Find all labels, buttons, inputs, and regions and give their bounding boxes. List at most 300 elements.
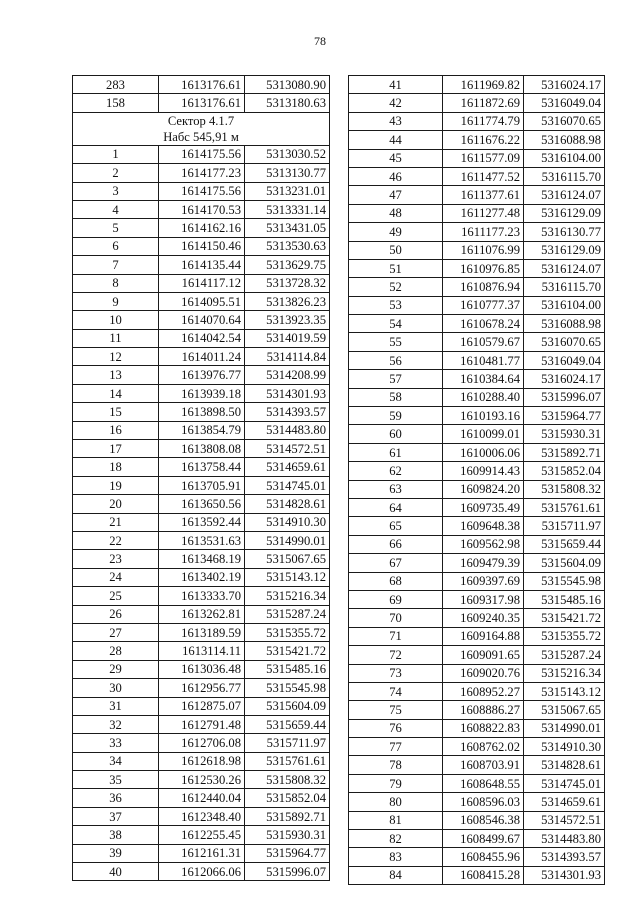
table-row [349,167,605,185]
y-coordinate-cell: 5314990.01 [524,719,605,737]
x-coordinate-cell: 1613036.48 [159,660,245,678]
y-coordinate-cell: 5314393.57 [524,848,605,866]
point-number-cell: 69 [349,590,443,608]
point-number-cell: 65 [349,517,443,535]
y-coordinate-cell: 5313728.32 [245,274,330,292]
table-row [349,149,605,167]
table-row [73,623,330,641]
point-number-cell: 75 [349,701,443,719]
table-row [73,771,330,789]
table-row [73,476,330,494]
table-row [349,756,605,774]
table-row [349,94,605,112]
point-number-cell: 22 [73,531,159,549]
table-row [349,738,605,756]
y-coordinate-cell: 5315355.72 [524,627,605,645]
y-coordinate-cell: 5314659.61 [245,458,330,476]
point-number-cell: 41 [349,76,443,94]
y-coordinate-cell: 5314910.30 [245,513,330,531]
y-coordinate-cell: 5313331.14 [245,200,330,218]
point-number-cell: 58 [349,388,443,406]
y-coordinate-cell: 5316124.07 [524,259,605,277]
point-number-cell: 13 [73,366,159,384]
y-coordinate-cell: 5314483.80 [245,421,330,439]
x-coordinate-cell: 1613114.11 [159,642,245,660]
point-number-cell: 64 [349,498,443,516]
y-coordinate-cell: 5315808.32 [245,771,330,789]
table-row [349,462,605,480]
point-number-cell: 11 [73,329,159,347]
x-coordinate-cell: 1610006.06 [443,443,524,461]
y-coordinate-cell: 5313629.75 [245,256,330,274]
table-row [349,131,605,149]
y-coordinate-cell: 5315659.44 [245,715,330,733]
y-coordinate-cell: 5314659.61 [524,793,605,811]
x-coordinate-cell: 1611377.61 [443,186,524,204]
point-number-cell: 30 [73,679,159,697]
table-row [349,609,605,627]
x-coordinate-cell: 1608546.38 [443,811,524,829]
table-row [73,145,330,163]
y-coordinate-cell: 5315545.98 [524,572,605,590]
y-coordinate-cell: 5315216.34 [524,664,605,682]
point-number-cell: 50 [349,241,443,259]
left-table-top-rows [73,76,330,113]
x-coordinate-cell: 1613808.08 [159,440,245,458]
point-number-cell: 34 [73,752,159,770]
table-row [73,660,330,678]
y-coordinate-cell: 5314019.59 [245,329,330,347]
table-row [73,403,330,421]
y-coordinate-cell: 5316115.70 [524,278,605,296]
table-row [349,517,605,535]
x-coordinate-cell: 1614150.46 [159,237,245,255]
table-row [73,789,330,807]
point-number-cell: 283 [73,76,159,94]
table-row [73,76,330,94]
table-row [349,315,605,333]
point-number-cell: 8 [73,274,159,292]
x-coordinate-cell: 1611774.79 [443,112,524,130]
x-coordinate-cell: 1610288.40 [443,388,524,406]
table-row [349,627,605,645]
table-row [73,94,330,112]
page-number: 78 [314,34,326,48]
y-coordinate-cell: 5314301.93 [245,384,330,402]
point-number-cell: 28 [73,642,159,660]
point-number-cell: 12 [73,348,159,366]
left-table-rows [73,145,330,881]
y-coordinate-cell: 5315421.72 [524,609,605,627]
point-number-cell: 47 [349,186,443,204]
point-number-cell: 15 [73,403,159,421]
table-row [349,112,605,130]
y-coordinate-cell: 5315892.71 [524,443,605,461]
point-number-cell: 80 [349,793,443,811]
table-row [349,719,605,737]
y-coordinate-cell: 5313130.77 [245,164,330,182]
x-coordinate-cell: 1614175.56 [159,145,245,163]
x-coordinate-cell: 1614170.53 [159,200,245,218]
point-number-cell: 54 [349,315,443,333]
y-coordinate-cell: 5314910.30 [524,738,605,756]
table-row [349,830,605,848]
table-row [73,642,330,660]
table-row [73,384,330,402]
x-coordinate-cell: 1610481.77 [443,351,524,369]
x-coordinate-cell: 1609317.98 [443,590,524,608]
x-coordinate-cell: 1614162.16 [159,219,245,237]
table-row [349,278,605,296]
x-coordinate-cell: 1611969.82 [443,76,524,94]
right-table-rows [349,76,605,885]
point-number-cell: 9 [73,292,159,310]
point-number-cell: 60 [349,425,443,443]
point-number-cell: 56 [349,351,443,369]
table-row [73,274,330,292]
table-row [349,259,605,277]
x-coordinate-cell: 1612066.06 [159,863,245,881]
y-coordinate-cell: 5316049.04 [524,94,605,112]
point-number-cell: 79 [349,774,443,792]
table-row [73,219,330,237]
x-coordinate-cell: 1611177.23 [443,223,524,241]
x-coordinate-cell: 1610876.94 [443,278,524,296]
x-coordinate-cell: 1612875.07 [159,697,245,715]
x-coordinate-cell: 1614117.12 [159,274,245,292]
table-row [73,421,330,439]
y-coordinate-cell: 5316129.09 [524,241,605,259]
y-coordinate-cell: 5313530.63 [245,237,330,255]
point-number-cell: 45 [349,149,443,167]
x-coordinate-cell: 1608415.28 [443,866,524,884]
x-coordinate-cell: 1613176.61 [159,94,245,112]
x-coordinate-cell: 1609824.20 [443,480,524,498]
x-coordinate-cell: 1611277.48 [443,204,524,222]
table-row [349,425,605,443]
y-coordinate-cell: 5315485.16 [524,590,605,608]
table-row [73,329,330,347]
table-row [349,407,605,425]
point-number-cell: 40 [73,863,159,881]
table-row [349,223,605,241]
x-coordinate-cell: 1608499.67 [443,830,524,848]
point-number-cell: 49 [349,223,443,241]
y-coordinate-cell: 5316070.65 [524,333,605,351]
y-coordinate-cell: 5315711.97 [524,517,605,535]
point-number-cell: 10 [73,311,159,329]
x-coordinate-cell: 1608822.83 [443,719,524,737]
y-coordinate-cell: 5315485.16 [245,660,330,678]
y-coordinate-cell: 5315996.07 [524,388,605,406]
x-coordinate-cell: 1613650.56 [159,495,245,513]
y-coordinate-cell: 5316049.04 [524,351,605,369]
table-row [73,348,330,366]
y-coordinate-cell: 5315355.72 [245,623,330,641]
table-row [349,333,605,351]
y-coordinate-cell: 5314483.80 [524,830,605,848]
point-number-cell: 158 [73,94,159,112]
table-row [349,701,605,719]
x-coordinate-cell: 1609914.43 [443,462,524,480]
point-number-cell: 74 [349,682,443,700]
table-row [73,605,330,623]
x-coordinate-cell: 1613333.70 [159,587,245,605]
table-row [73,531,330,549]
point-number-cell: 24 [73,568,159,586]
point-number-cell: 25 [73,587,159,605]
table-row [73,587,330,605]
x-coordinate-cell: 1610678.24 [443,315,524,333]
table-row [73,366,330,384]
y-coordinate-cell: 5315761.61 [245,752,330,770]
point-number-cell: 2 [73,164,159,182]
x-coordinate-cell: 1613468.19 [159,550,245,568]
table-row [349,480,605,498]
section-subtitle: Набс 545,91 м [163,129,239,144]
x-coordinate-cell: 1609562.98 [443,535,524,553]
point-number-cell: 68 [349,572,443,590]
point-number-cell: 39 [73,844,159,862]
coordinates-table-left [72,75,330,881]
table-row [349,296,605,314]
y-coordinate-cell: 5315143.12 [524,682,605,700]
point-number-cell: 48 [349,204,443,222]
x-coordinate-cell: 1609164.88 [443,627,524,645]
point-number-cell: 7 [73,256,159,274]
y-coordinate-cell: 5315964.77 [245,844,330,862]
table-row [73,568,330,586]
y-coordinate-cell: 5313080.90 [245,76,330,94]
x-coordinate-cell: 1611676.22 [443,131,524,149]
table-row [349,848,605,866]
table-row [73,513,330,531]
table-row [73,844,330,862]
table-row [73,440,330,458]
point-number-cell: 14 [73,384,159,402]
table-row [349,443,605,461]
y-coordinate-cell: 5315711.97 [245,734,330,752]
point-number-cell: 26 [73,605,159,623]
table-row [349,186,605,204]
y-coordinate-cell: 5314828.61 [245,495,330,513]
point-number-cell: 72 [349,646,443,664]
x-coordinate-cell: 1613402.19 [159,568,245,586]
point-number-cell: 81 [349,811,443,829]
y-coordinate-cell: 5315761.61 [524,498,605,516]
x-coordinate-cell: 1613189.59 [159,623,245,641]
x-coordinate-cell: 1614070.64 [159,311,245,329]
table-row [73,292,330,310]
point-number-cell: 36 [73,789,159,807]
point-number-cell: 44 [349,131,443,149]
x-coordinate-cell: 1613976.77 [159,366,245,384]
y-coordinate-cell: 5313826.23 [245,292,330,310]
point-number-cell: 38 [73,826,159,844]
y-coordinate-cell: 5316130.77 [524,223,605,241]
point-number-cell: 63 [349,480,443,498]
table-row [73,679,330,697]
y-coordinate-cell: 5315067.65 [245,550,330,568]
y-coordinate-cell: 5313431.05 [245,219,330,237]
table-row [73,311,330,329]
y-coordinate-cell: 5316088.98 [524,131,605,149]
y-coordinate-cell: 5314208.99 [245,366,330,384]
y-coordinate-cell: 5316115.70 [524,167,605,185]
x-coordinate-cell: 1613939.18 [159,384,245,402]
point-number-cell: 3 [73,182,159,200]
coordinates-table-right [348,75,605,885]
table-row [349,241,605,259]
y-coordinate-cell: 5315545.98 [245,679,330,697]
point-number-cell: 20 [73,495,159,513]
x-coordinate-cell: 1608886.27 [443,701,524,719]
y-coordinate-cell: 5314828.61 [524,756,605,774]
point-number-cell: 77 [349,738,443,756]
y-coordinate-cell: 5313180.63 [245,94,330,112]
x-coordinate-cell: 1613262.81 [159,605,245,623]
y-coordinate-cell: 5315852.04 [245,789,330,807]
x-coordinate-cell: 1614011.24 [159,348,245,366]
point-number-cell: 83 [349,848,443,866]
x-coordinate-cell: 1611577.09 [443,149,524,167]
point-number-cell: 46 [349,167,443,185]
table-row [73,237,330,255]
x-coordinate-cell: 1613531.63 [159,531,245,549]
table-row [73,734,330,752]
x-coordinate-cell: 1613705.91 [159,476,245,494]
y-coordinate-cell: 5313923.35 [245,311,330,329]
point-number-cell: 33 [73,734,159,752]
table-row [349,682,605,700]
x-coordinate-cell: 1608455.96 [443,848,524,866]
x-coordinate-cell: 1613898.50 [159,403,245,421]
y-coordinate-cell: 5314393.57 [245,403,330,421]
y-coordinate-cell: 5316104.00 [524,296,605,314]
point-number-cell: 16 [73,421,159,439]
x-coordinate-cell: 1611076.99 [443,241,524,259]
table-row [73,458,330,476]
x-coordinate-cell: 1613758.44 [159,458,245,476]
x-coordinate-cell: 1609397.69 [443,572,524,590]
y-coordinate-cell: 5315143.12 [245,568,330,586]
x-coordinate-cell: 1608596.03 [443,793,524,811]
y-coordinate-cell: 5315421.72 [245,642,330,660]
x-coordinate-cell: 1612956.77 [159,679,245,697]
x-coordinate-cell: 1612440.04 [159,789,245,807]
x-coordinate-cell: 1609240.35 [443,609,524,627]
y-coordinate-cell: 5314301.93 [524,866,605,884]
x-coordinate-cell: 1610099.01 [443,425,524,443]
table-row [349,664,605,682]
y-coordinate-cell: 5314745.01 [524,774,605,792]
point-number-cell: 29 [73,660,159,678]
table-row [349,370,605,388]
x-coordinate-cell: 1612791.48 [159,715,245,733]
x-coordinate-cell: 1611477.52 [443,167,524,185]
x-coordinate-cell: 1614135.44 [159,256,245,274]
point-number-cell: 42 [349,94,443,112]
point-number-cell: 55 [349,333,443,351]
x-coordinate-cell: 1608762.02 [443,738,524,756]
x-coordinate-cell: 1612161.31 [159,844,245,862]
x-coordinate-cell: 1613854.79 [159,421,245,439]
point-number-cell: 23 [73,550,159,568]
point-number-cell: 61 [349,443,443,461]
table-row [349,811,605,829]
point-number-cell: 57 [349,370,443,388]
table-row [349,774,605,792]
y-coordinate-cell: 5315287.24 [524,646,605,664]
x-coordinate-cell: 1613592.44 [159,513,245,531]
y-coordinate-cell: 5314114.84 [245,348,330,366]
y-coordinate-cell: 5316104.00 [524,149,605,167]
table-row [349,388,605,406]
table-row [349,535,605,553]
point-number-cell: 62 [349,462,443,480]
x-coordinate-cell: 1608648.55 [443,774,524,792]
x-coordinate-cell: 1611872.69 [443,94,524,112]
x-coordinate-cell: 1608703.91 [443,756,524,774]
point-number-cell: 73 [349,664,443,682]
table-row [349,554,605,572]
point-number-cell: 70 [349,609,443,627]
point-number-cell: 71 [349,627,443,645]
point-number-cell: 17 [73,440,159,458]
y-coordinate-cell: 5316129.09 [524,204,605,222]
x-coordinate-cell: 1609020.76 [443,664,524,682]
point-number-cell: 27 [73,623,159,641]
y-coordinate-cell: 5315964.77 [524,407,605,425]
point-number-cell: 76 [349,719,443,737]
y-coordinate-cell: 5315852.04 [524,462,605,480]
table-row [349,793,605,811]
x-coordinate-cell: 1608952.27 [443,682,524,700]
table-row [73,256,330,274]
y-coordinate-cell: 5315659.44 [524,535,605,553]
y-coordinate-cell: 5315808.32 [524,480,605,498]
y-coordinate-cell: 5315996.07 [245,863,330,881]
y-coordinate-cell: 5313030.52 [245,145,330,163]
table-row [349,498,605,516]
point-number-cell: 59 [349,407,443,425]
x-coordinate-cell: 1610579.67 [443,333,524,351]
table-row [73,715,330,733]
x-coordinate-cell: 1612530.26 [159,771,245,789]
y-coordinate-cell: 5315067.65 [524,701,605,719]
table-row [73,807,330,825]
y-coordinate-cell: 5315287.24 [245,605,330,623]
table-row [73,752,330,770]
y-coordinate-cell: 5314990.01 [245,531,330,549]
table-row [73,697,330,715]
x-coordinate-cell: 1612255.45 [159,826,245,844]
section-header-cell [73,112,330,145]
x-coordinate-cell: 1614042.54 [159,329,245,347]
table-row [73,550,330,568]
x-coordinate-cell: 1614175.56 [159,182,245,200]
x-coordinate-cell: 1610384.64 [443,370,524,388]
point-number-cell: 37 [73,807,159,825]
y-coordinate-cell: 5316024.17 [524,370,605,388]
x-coordinate-cell: 1614177.23 [159,164,245,182]
y-coordinate-cell: 5316088.98 [524,315,605,333]
point-number-cell: 31 [73,697,159,715]
y-coordinate-cell: 5315930.31 [245,826,330,844]
x-coordinate-cell: 1612348.40 [159,807,245,825]
table-row [349,866,605,884]
x-coordinate-cell: 1614095.51 [159,292,245,310]
